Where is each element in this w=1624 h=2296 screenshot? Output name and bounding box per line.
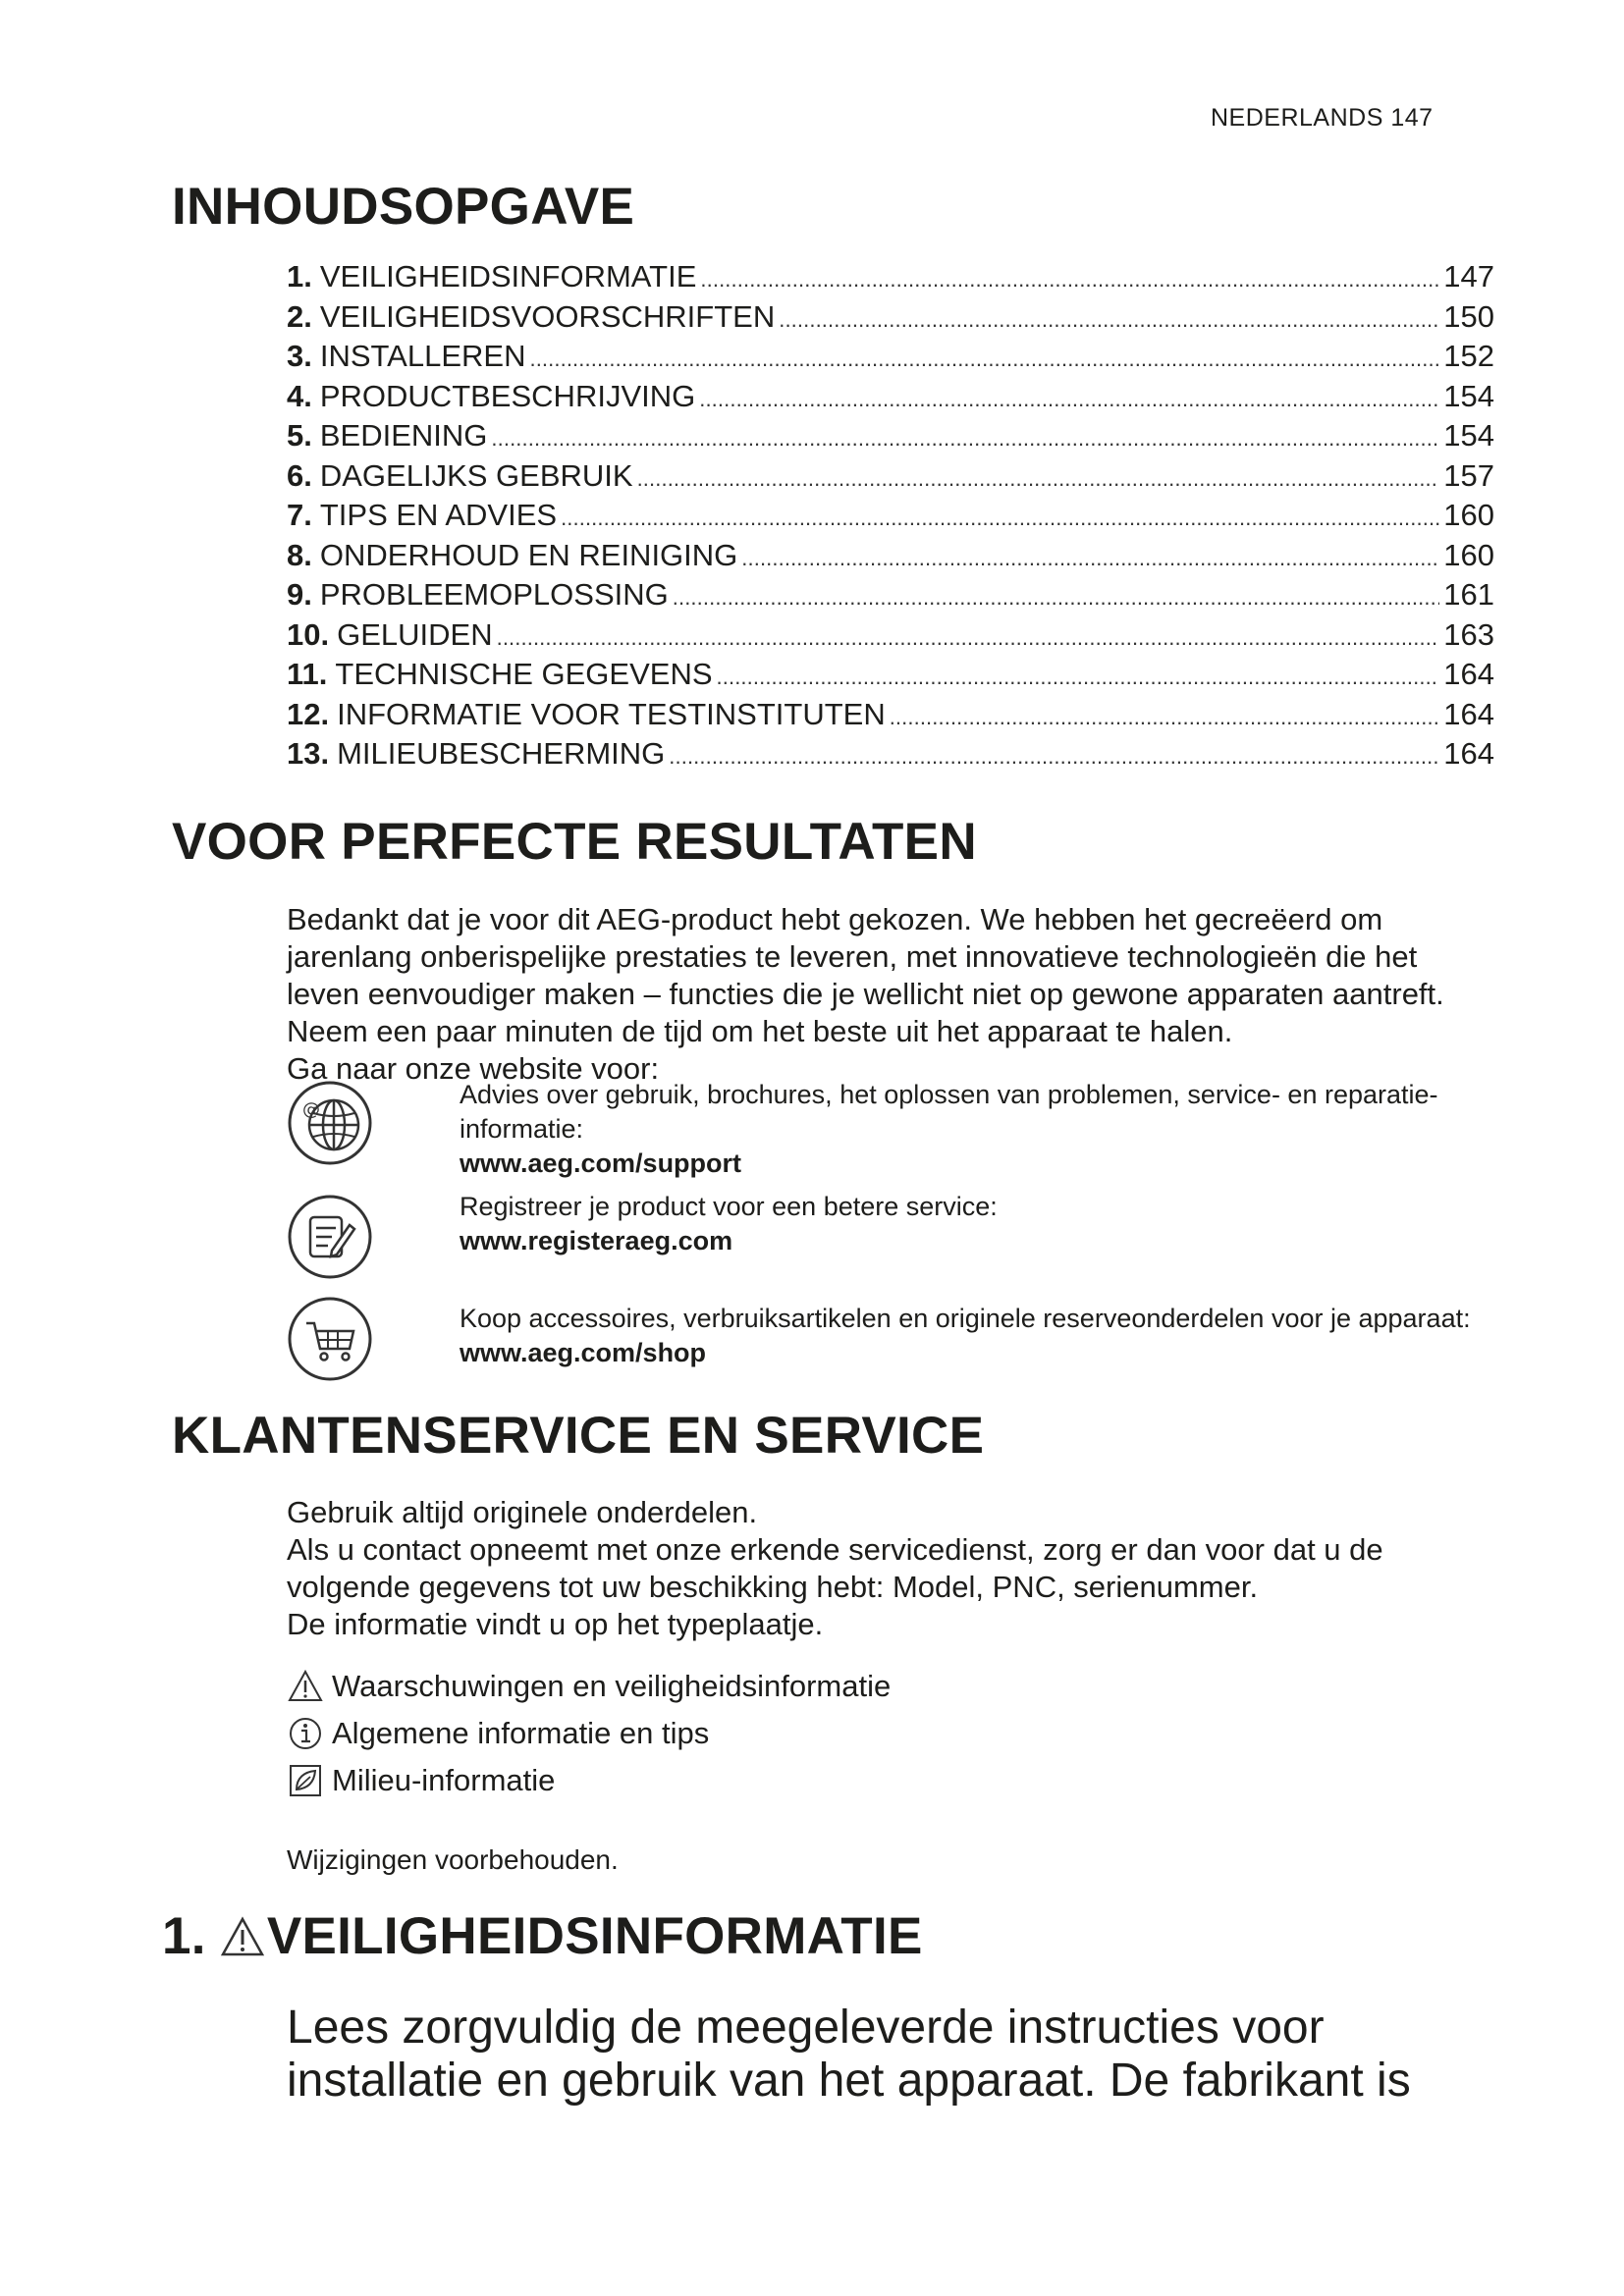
legend-item-environment bbox=[287, 1757, 891, 1804]
toc-item[interactable] bbox=[287, 498, 1494, 538]
toc-item-page: 163 bbox=[1443, 616, 1494, 652]
toc-leader-dots bbox=[497, 617, 1440, 653]
toc-item-label: TECHNISCHE GEGEVENS bbox=[335, 657, 713, 691]
toc-item-number: 4. bbox=[287, 378, 312, 413]
toc-item-label: PROBLEEMOPLOSSING bbox=[319, 577, 669, 612]
shop-text-block bbox=[460, 1302, 1500, 1370]
globe-icon bbox=[287, 1080, 373, 1166]
warning-icon bbox=[220, 1915, 265, 1958]
toc-item-label: INSTALLEREN bbox=[319, 339, 526, 373]
toc-item-number: 13. bbox=[287, 736, 330, 771]
toc-item[interactable] bbox=[287, 339, 1494, 379]
toc-item[interactable] bbox=[287, 418, 1494, 458]
toc-item-label: PRODUCTBESCHRIJVING bbox=[319, 378, 696, 413]
toc-item-label: MILIEUBESCHERMING bbox=[337, 736, 666, 771]
perfect-results-title: VOOR PERFECTE RESULTATEN bbox=[172, 813, 977, 871]
toc-item-page: 164 bbox=[1443, 657, 1494, 691]
safety-section-title bbox=[162, 1906, 923, 1966]
toc-title: INHOUDSOPGAVE bbox=[172, 178, 635, 236]
service-line-1: Gebruik altijd originele onderdelen. bbox=[287, 1495, 758, 1529]
toc-item-label: TIPS EN ADVIES bbox=[319, 498, 558, 532]
toc-item-number: 2. bbox=[287, 298, 312, 334]
toc-leader-dots bbox=[741, 538, 1439, 573]
shop-link[interactable]: www.aeg.com/shop bbox=[460, 1338, 707, 1367]
safety-intro-text: Lees zorgvuldig de meegeleverde instructies voor installatie en gebruik van het apparaat. De fabrikant is bbox=[287, 2002, 1411, 2107]
toc-item-number: 12. bbox=[287, 696, 330, 731]
toc-item-number: 8. bbox=[287, 537, 312, 572]
toc-item[interactable] bbox=[287, 697, 1494, 737]
intro-text: Bedankt dat je voor dit AEG-product hebt gekozen. We hebben het gecreëerd om jarenlang onberispelijke prestaties te leveren, met innovatieve technologieën die het leven eenvoudiger maken – functies die je wellicht niet op gewone apparaten aantreft. Neem een paar minuten de tijd om het beste uit het apparaat te halen. bbox=[287, 902, 1444, 1048]
register-link[interactable]: www.registeraeg.com bbox=[460, 1226, 733, 1255]
toc-item-number: 10. bbox=[287, 616, 330, 652]
customer-service-title: KLANTENSERVICE EN SERVICE bbox=[172, 1407, 985, 1465]
support-text-block bbox=[460, 1078, 1500, 1181]
toc-leader-dots bbox=[491, 418, 1439, 454]
toc-item-page: 147 bbox=[1443, 259, 1494, 294]
toc-item-number: 3. bbox=[287, 339, 312, 373]
toc-item-page: 161 bbox=[1443, 577, 1494, 612]
toc-item-page: 157 bbox=[1443, 457, 1494, 493]
toc-item-number: 6. bbox=[287, 457, 312, 493]
toc-leader-dots bbox=[699, 379, 1439, 414]
toc-item-number: 1. bbox=[287, 259, 312, 294]
toc-item[interactable] bbox=[287, 736, 1494, 776]
toc-item-number: 5. bbox=[287, 418, 312, 453]
warning-icon bbox=[287, 1668, 324, 1705]
toc-item-number: 11. bbox=[287, 657, 328, 691]
safety-section-number: 1. bbox=[162, 1907, 206, 1965]
toc-item[interactable] bbox=[287, 259, 1494, 299]
toc-item-page: 152 bbox=[1443, 339, 1494, 373]
toc-leader-dots bbox=[637, 458, 1440, 494]
changes-reserved-note: Wijzigingen voorbehouden. bbox=[287, 1844, 619, 1875]
support-link[interactable]: www.aeg.com/support bbox=[460, 1148, 742, 1178]
register-description: Registreer je product voor een betere service: bbox=[460, 1192, 998, 1221]
page-header-language: NEDERLANDS 147 bbox=[1211, 104, 1434, 132]
toc-leader-dots bbox=[717, 657, 1440, 692]
toc-item[interactable] bbox=[287, 379, 1494, 419]
toc-leader-dots bbox=[669, 736, 1439, 772]
toc-item-page: 154 bbox=[1443, 378, 1494, 413]
legend-item-info bbox=[287, 1710, 891, 1757]
toc-item-number: 9. bbox=[287, 577, 312, 612]
register-icon bbox=[287, 1194, 373, 1280]
toc-item-label: VEILIGHEIDSINFORMATIE bbox=[319, 259, 697, 294]
toc-item[interactable] bbox=[287, 657, 1494, 697]
toc-item[interactable] bbox=[287, 577, 1494, 617]
shop-description: Koop accessoires, verbruiksartikelen en originele reserveonderdelen voor je apparaat: bbox=[460, 1304, 1471, 1333]
toc-item-label: GELUIDEN bbox=[337, 616, 493, 652]
cart-icon bbox=[287, 1296, 373, 1382]
service-line-3: De informatie vindt u op het typeplaatje. bbox=[287, 1607, 824, 1641]
toc-item-label: ONDERHOUD EN REINIGING bbox=[319, 537, 738, 572]
toc-leader-dots bbox=[673, 577, 1440, 613]
toc-item-number: 7. bbox=[287, 498, 312, 532]
info-icon bbox=[287, 1715, 324, 1752]
toc-item[interactable] bbox=[287, 458, 1494, 499]
legend-item-warning bbox=[287, 1663, 891, 1710]
toc-item[interactable] bbox=[287, 617, 1494, 658]
toc-leader-dots bbox=[779, 299, 1439, 335]
toc-item-label: VEILIGHEIDSVOORSCHRIFTEN bbox=[319, 298, 776, 334]
leaf-icon bbox=[287, 1762, 324, 1799]
toc-item[interactable] bbox=[287, 538, 1494, 578]
legend-info-label: Algemene informatie en tips bbox=[332, 1716, 710, 1750]
toc-item-label: INFORMATIE VOOR TESTINSTITUTEN bbox=[337, 696, 886, 731]
toc-item-page: 164 bbox=[1443, 696, 1494, 731]
toc-item-page: 150 bbox=[1443, 298, 1494, 334]
toc-item-page: 164 bbox=[1443, 736, 1494, 771]
table-of-contents bbox=[287, 259, 1494, 776]
symbol-legend bbox=[287, 1663, 891, 1804]
toc-item-label: DAGELIJKS GEBRUIK bbox=[319, 457, 633, 493]
legend-environment-label: Milieu-informatie bbox=[332, 1763, 556, 1797]
toc-item-page: 160 bbox=[1443, 537, 1494, 572]
register-text-block bbox=[460, 1190, 1500, 1258]
toc-leader-dots bbox=[561, 498, 1439, 533]
service-line-2: Als u contact opneemt met onze erkende servicedienst, zorg er dan voor dat u de volgende gegevens tot uw beschikking hebt: Model, PNC, serienummer. bbox=[287, 1532, 1383, 1604]
toc-item-page: 154 bbox=[1443, 418, 1494, 453]
svg-text:@: @ bbox=[302, 1099, 320, 1120]
toc-leader-dots bbox=[890, 697, 1440, 732]
toc-item-label: BEDIENING bbox=[319, 418, 488, 453]
legend-warning-label: Waarschuwingen en veiligheidsinformatie bbox=[332, 1669, 892, 1703]
toc-leader-dots bbox=[700, 259, 1439, 294]
support-description: Advies over gebruik, brochures, het oplossen van problemen, service- en reparatie-informatie: bbox=[460, 1080, 1438, 1144]
toc-leader-dots bbox=[529, 339, 1439, 374]
safety-section-label: VEILIGHEIDSINFORMATIE bbox=[266, 1907, 923, 1965]
intro-paragraph bbox=[287, 901, 1494, 1088]
service-paragraph bbox=[287, 1494, 1494, 1643]
toc-item-page: 160 bbox=[1443, 498, 1494, 532]
website-intro: Ga naar onze website voor: bbox=[287, 1051, 660, 1086]
toc-item[interactable] bbox=[287, 299, 1494, 340]
